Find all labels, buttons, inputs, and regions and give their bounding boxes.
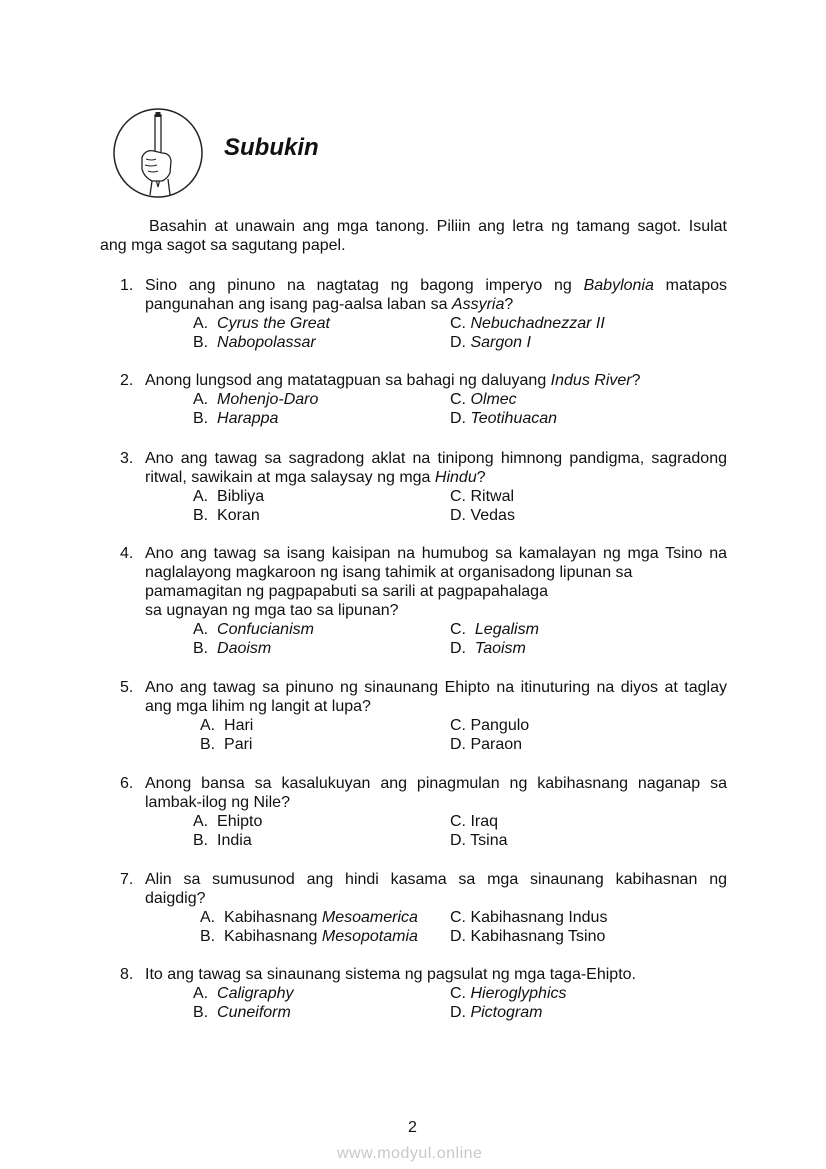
question-text: Ano ang tawag sa pinuno ng sinaunang Ehipto na itinuturing na diyos at taglay: [145, 679, 727, 696]
option-b[interactable]: B. Harappa: [193, 410, 279, 427]
question-number: 1.: [120, 277, 134, 294]
option-b[interactable]: B. Cuneiform: [193, 1004, 291, 1021]
question-number: 8.: [120, 966, 134, 983]
option-b[interactable]: B. India: [193, 832, 252, 849]
section-title: Subukin: [224, 134, 319, 161]
option-b[interactable]: B. Nabopolassar: [193, 334, 316, 351]
question-number: 3.: [120, 450, 134, 467]
option-b[interactable]: B. Pari: [200, 736, 253, 753]
option-b[interactable]: B. Koran: [193, 507, 260, 524]
option-d[interactable]: D. Tsina: [450, 832, 508, 849]
option-a[interactable]: A. Ehipto: [193, 813, 263, 830]
option-c[interactable]: C. Pangulo: [450, 717, 530, 734]
option-d[interactable]: D. Paraon: [450, 736, 523, 753]
question-text: naglalayong magkaroon ng isang tahimik at organisadong lipunan sa: [145, 564, 633, 581]
question-text: pamamagitan ng pagpapabuti sa sarili at pagpapahalaga: [145, 583, 548, 600]
option-b[interactable]: B. Kabihasnang Mesopotamia: [200, 928, 418, 945]
option-d[interactable]: D. Vedas: [450, 507, 515, 524]
question-text: ritwal, sawikain at mga salaysay ng mga Hindu?: [145, 469, 486, 486]
watermark: www.modyul.online: [337, 1145, 483, 1162]
question-text: Anong lungsod ang matatagpuan sa bahagi ng daluyang Indus River?: [145, 372, 641, 389]
question-text: pangunahan ang isang pag-aalsa laban sa Assyria?: [145, 296, 514, 313]
option-a[interactable]: A. Mohenjo-Daro: [193, 391, 319, 408]
option-c[interactable]: C. Legalism: [450, 621, 539, 638]
option-c[interactable]: C. Ritwal: [450, 488, 515, 505]
question-text: ang mga lihim ng langit at lupa?: [145, 698, 371, 715]
question-text: sa ugnayan ng mga tao sa lipunan?: [145, 602, 399, 619]
option-b[interactable]: B. Daoism: [193, 640, 272, 657]
option-c[interactable]: C. Kabihasnang Indus: [450, 909, 608, 926]
question-text: Ano ang tawag sa isang kaisipan na humubog sa kamalayan ng mga Tsino na: [145, 545, 727, 562]
question-number: 6.: [120, 775, 134, 792]
option-a[interactable]: A. Kabihasnang Mesoamerica: [200, 909, 418, 926]
option-a[interactable]: A. Bibliya: [193, 488, 265, 505]
option-a[interactable]: A. Cyrus the Great: [193, 315, 330, 332]
option-d[interactable]: D. Taoism: [450, 640, 526, 657]
question-text: Sino ang pinuno na nagtatag ng bagong imperyo ng Babylonia matapos: [145, 277, 728, 294]
question-number: 2.: [120, 372, 134, 389]
hand-holding-pencil-icon: [112, 107, 204, 199]
option-c[interactable]: C. Nebuchadnezzar II: [450, 315, 605, 332]
page-number: 2: [408, 1119, 417, 1136]
option-c[interactable]: C. Olmec: [450, 391, 517, 408]
question-text: Ito ang tawag sa sinaunang sistema ng pagsulat ng mga taga-Ehipto.: [145, 966, 636, 983]
option-c[interactable]: C. Iraq: [450, 813, 499, 830]
question-text: Anong bansa sa kasalukuyan ang pinagmulan ng kabihasnang naganap sa: [145, 775, 727, 792]
instructions-line-2: ang mga sagot sa sagutang papel.: [100, 237, 346, 254]
option-a[interactable]: A. Hari: [200, 717, 254, 734]
option-c[interactable]: C. Hieroglyphics: [450, 985, 567, 1002]
question-text: daigdig?: [145, 890, 206, 907]
question-number: 7.: [120, 871, 134, 888]
instructions-line-1: Basahin at unawain ang mga tanong. Piliin ang letra ng tamang sagot. Isulat: [149, 218, 727, 235]
option-d[interactable]: D. Sargon I: [450, 334, 531, 351]
question-text: Ano ang tawag sa sagradong aklat na tinipong himnong pandigma, sagradong: [145, 450, 727, 467]
option-d[interactable]: D. Kabihasnang Tsino: [450, 928, 606, 945]
question-text: Alin sa sumusunod ang hindi kasama sa mga sinaunang kabihasnan ng: [145, 871, 727, 888]
instructions: [100, 217, 727, 255]
question-number: 5.: [120, 679, 134, 696]
option-d[interactable]: D. Teotihuacan: [450, 410, 558, 427]
option-a[interactable]: A. Confucianism: [193, 621, 314, 638]
option-a[interactable]: A. Caligraphy: [193, 985, 294, 1002]
question-number: 4.: [120, 545, 134, 562]
question-text: lambak-ilog ng Nile?: [145, 794, 290, 811]
option-d[interactable]: D. Pictogram: [450, 1004, 543, 1021]
